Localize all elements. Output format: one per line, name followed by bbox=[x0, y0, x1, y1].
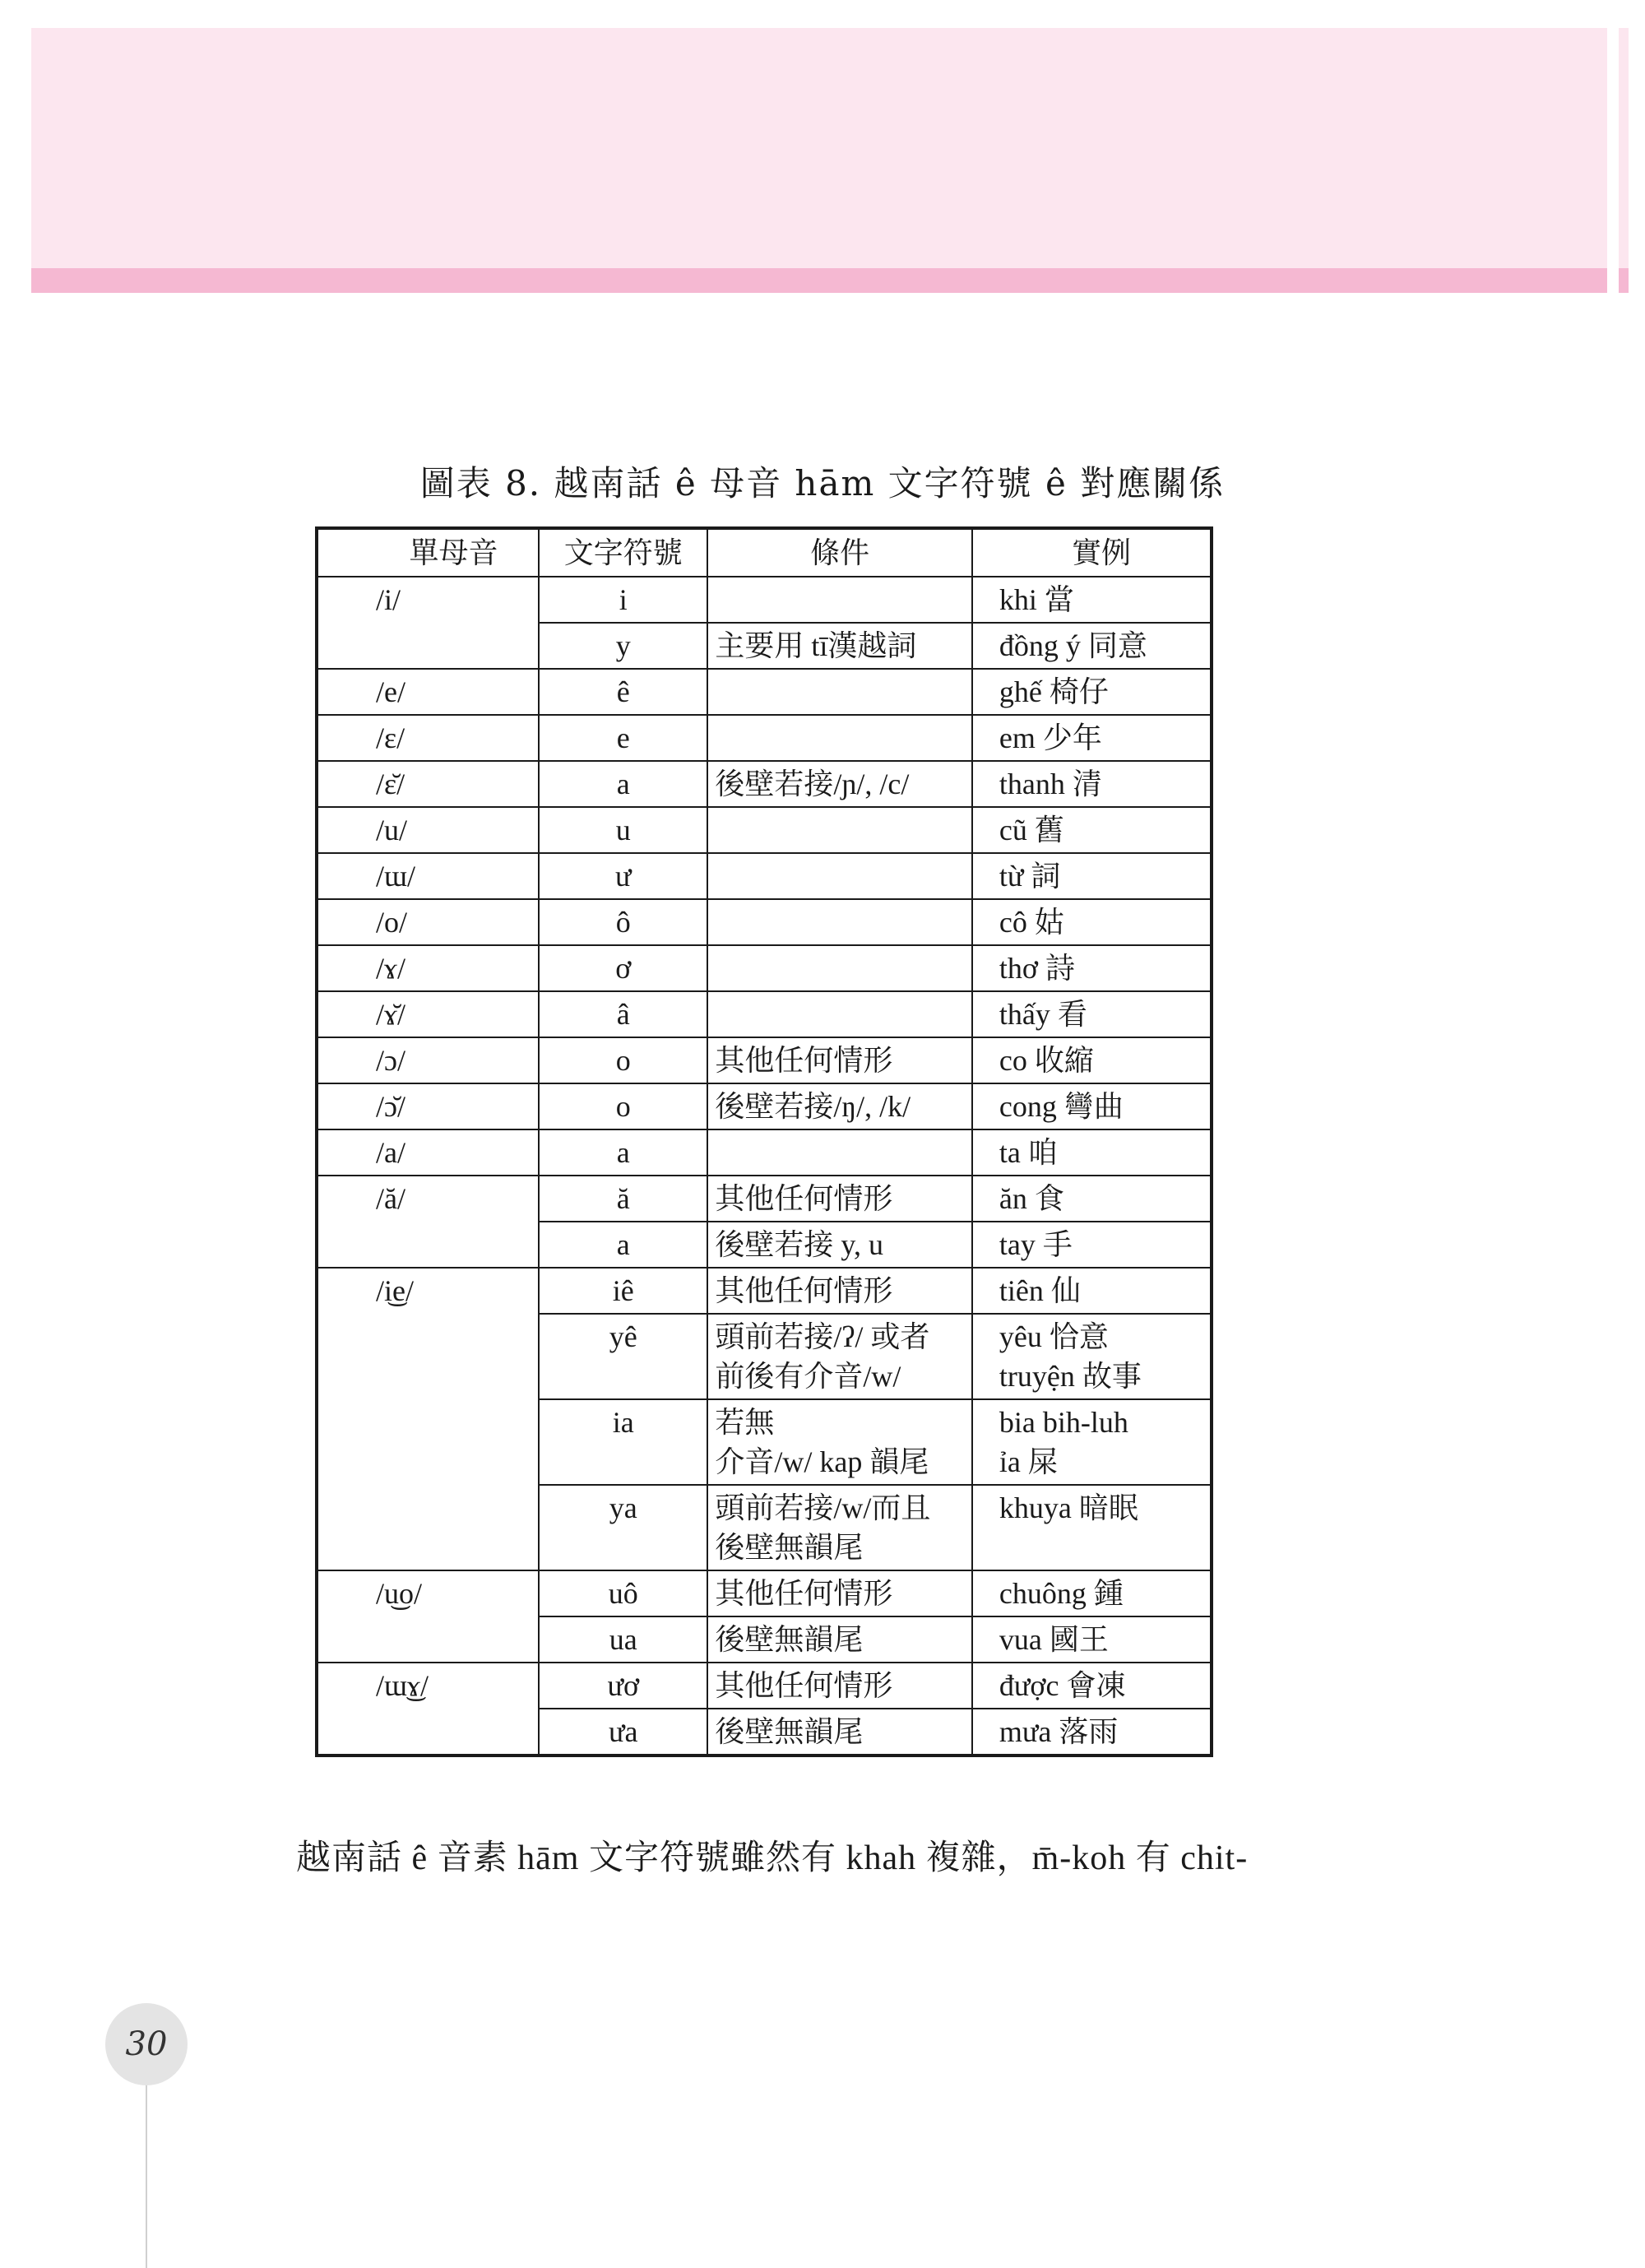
example-cell: ghế 椅仔 bbox=[972, 669, 1212, 715]
table-header-row bbox=[317, 528, 1212, 577]
letter-cell: ô bbox=[539, 899, 707, 945]
table-row bbox=[317, 761, 1212, 807]
condition-cell: 後壁無韻尾 bbox=[707, 1709, 972, 1755]
table-caption: 圖表 8. 越南話 ê 母音 hām 文字符號 ê 對應關係 bbox=[419, 463, 1226, 503]
example-cell: cô 姑 bbox=[972, 899, 1212, 945]
letter-cell: e bbox=[539, 715, 707, 761]
body-paragraph: 越南話 ê 音素 hām 文字符號雖然有 khah 複雜，m̄-koh 有 chit- bbox=[296, 1839, 1249, 1877]
letter-cell: ya bbox=[539, 1485, 707, 1570]
table-row bbox=[317, 1129, 1212, 1176]
example-cell: ăn 食 bbox=[972, 1176, 1212, 1222]
phoneme-cell: /ɤ/ bbox=[317, 945, 539, 991]
letter-cell: a bbox=[539, 761, 707, 807]
table-row bbox=[317, 899, 1212, 945]
phoneme-cell: /ɤ̆/ bbox=[317, 991, 539, 1037]
phoneme-cell: /ɛ/ bbox=[317, 715, 539, 761]
phoneme-cell: /i/ bbox=[317, 577, 539, 669]
table-row bbox=[317, 577, 1212, 623]
example-cell: thanh 清 bbox=[972, 761, 1212, 807]
example-cell: chuông 鍾 bbox=[972, 1570, 1212, 1616]
table-row bbox=[317, 1663, 1212, 1709]
condition-cell: 後壁若接/ŋ/, /k/ bbox=[707, 1083, 972, 1129]
table-row bbox=[317, 991, 1212, 1037]
letter-cell: â bbox=[539, 991, 707, 1037]
letter-cell: o bbox=[539, 1083, 707, 1129]
condition-cell: 後壁若接 y, u bbox=[707, 1222, 972, 1268]
table-row bbox=[317, 1037, 1212, 1083]
phoneme-cell: /ă/ bbox=[317, 1176, 539, 1268]
condition-cell bbox=[707, 1129, 972, 1176]
example-cell: được 會凍 bbox=[972, 1663, 1212, 1709]
letter-cell: o bbox=[539, 1037, 707, 1083]
example-cell: yêu 恰意 truyện 故事 bbox=[972, 1314, 1212, 1399]
example-cell: đồng ý 同意 bbox=[972, 623, 1212, 669]
letter-cell: ươ bbox=[539, 1663, 707, 1709]
condition-cell: 若無 介音/w/ kap 韻尾 bbox=[707, 1399, 972, 1485]
phoneme-cell: /ɯ/ bbox=[317, 853, 539, 899]
condition-cell: 頭前若接/ʔ/ 或者 前後有介音/w/ bbox=[707, 1314, 972, 1399]
condition-cell: 頭前若接/w/而且 後壁無韻尾 bbox=[707, 1485, 972, 1570]
table-row bbox=[317, 669, 1212, 715]
example-cell: khi 當 bbox=[972, 577, 1212, 623]
header-phoneme: 單母音 bbox=[317, 528, 539, 577]
letter-cell: ă bbox=[539, 1176, 707, 1222]
example-cell: khuya 暗眠 bbox=[972, 1485, 1212, 1570]
condition-cell: 主要用 tī漢越詞 bbox=[707, 623, 972, 669]
phoneme-cell: /u/ bbox=[317, 807, 539, 853]
phoneme-cell: /ɯ͜ɤ/ bbox=[317, 1663, 539, 1755]
condition-cell bbox=[707, 991, 972, 1037]
letter-cell: a bbox=[539, 1129, 707, 1176]
page-number: 30 bbox=[105, 2003, 188, 2085]
example-cell: vua 國王 bbox=[972, 1616, 1212, 1663]
phoneme-cell: /o/ bbox=[317, 899, 539, 945]
letter-cell: ư bbox=[539, 853, 707, 899]
table-row bbox=[317, 1176, 1212, 1222]
condition-cell bbox=[707, 577, 972, 623]
letter-cell: ua bbox=[539, 1616, 707, 1663]
example-cell: bia bih-luh ỉa 屎 bbox=[972, 1399, 1212, 1485]
letter-cell: y bbox=[539, 623, 707, 669]
example-cell: từ 詞 bbox=[972, 853, 1212, 899]
condition-cell: 其他任何情形 bbox=[707, 1268, 972, 1314]
header-example: 實例 bbox=[972, 528, 1212, 577]
table-row bbox=[317, 807, 1212, 853]
letter-cell: ê bbox=[539, 669, 707, 715]
condition-cell: 其他任何情形 bbox=[707, 1663, 972, 1709]
header-letter: 文字符號 bbox=[539, 528, 707, 577]
phoneme-cell: /ɔ/ bbox=[317, 1037, 539, 1083]
phoneme-cell: /ɔ̆/ bbox=[317, 1083, 539, 1129]
condition-cell bbox=[707, 899, 972, 945]
condition-cell bbox=[707, 807, 972, 853]
letter-cell: a bbox=[539, 1222, 707, 1268]
condition-cell bbox=[707, 945, 972, 991]
header-stripe bbox=[31, 268, 1629, 293]
example-cell: co 收縮 bbox=[972, 1037, 1212, 1083]
phoneme-cell: /u͜o/ bbox=[317, 1570, 539, 1663]
phoneme-cell: /ɛ̆/ bbox=[317, 761, 539, 807]
table-body bbox=[317, 577, 1212, 1755]
condition-cell: 後壁若接/ɲ/, /c/ bbox=[707, 761, 972, 807]
example-cell: cũ 舊 bbox=[972, 807, 1212, 853]
example-cell: cong 彎曲 bbox=[972, 1083, 1212, 1129]
table-row bbox=[317, 853, 1212, 899]
letter-cell: yê bbox=[539, 1314, 707, 1399]
example-cell: tiên 仙 bbox=[972, 1268, 1212, 1314]
letter-cell: u bbox=[539, 807, 707, 853]
condition-cell bbox=[707, 669, 972, 715]
page-margin-line bbox=[146, 2085, 147, 2268]
table-row bbox=[317, 1268, 1212, 1314]
condition-cell: 其他任何情形 bbox=[707, 1570, 972, 1616]
phoneme-cell: /a/ bbox=[317, 1129, 539, 1176]
condition-cell: 其他任何情形 bbox=[707, 1037, 972, 1083]
condition-cell bbox=[707, 715, 972, 761]
example-cell: mưa 落雨 bbox=[972, 1709, 1212, 1755]
example-cell: em 少年 bbox=[972, 715, 1212, 761]
header-condition: 條件 bbox=[707, 528, 972, 577]
condition-cell: 後壁無韻尾 bbox=[707, 1616, 972, 1663]
table-row bbox=[317, 1570, 1212, 1616]
header-band bbox=[31, 28, 1629, 268]
table-row bbox=[317, 945, 1212, 991]
phoneme-cell: /i͜e/ bbox=[317, 1268, 539, 1570]
letter-cell: i bbox=[539, 577, 707, 623]
condition-cell bbox=[707, 853, 972, 899]
example-cell: tay 手 bbox=[972, 1222, 1212, 1268]
letter-cell: iê bbox=[539, 1268, 707, 1314]
header-gap bbox=[1607, 28, 1619, 293]
table-row bbox=[317, 1083, 1212, 1129]
vowel-table bbox=[315, 526, 1213, 1757]
example-cell: ta 咱 bbox=[972, 1129, 1212, 1176]
table-row bbox=[317, 715, 1212, 761]
letter-cell: ia bbox=[539, 1399, 707, 1485]
condition-cell: 其他任何情形 bbox=[707, 1176, 972, 1222]
example-cell: thấy 看 bbox=[972, 991, 1212, 1037]
letter-cell: uô bbox=[539, 1570, 707, 1616]
letter-cell: ưa bbox=[539, 1709, 707, 1755]
phoneme-cell: /e/ bbox=[317, 669, 539, 715]
example-cell: thơ 詩 bbox=[972, 945, 1212, 991]
letter-cell: ơ bbox=[539, 945, 707, 991]
